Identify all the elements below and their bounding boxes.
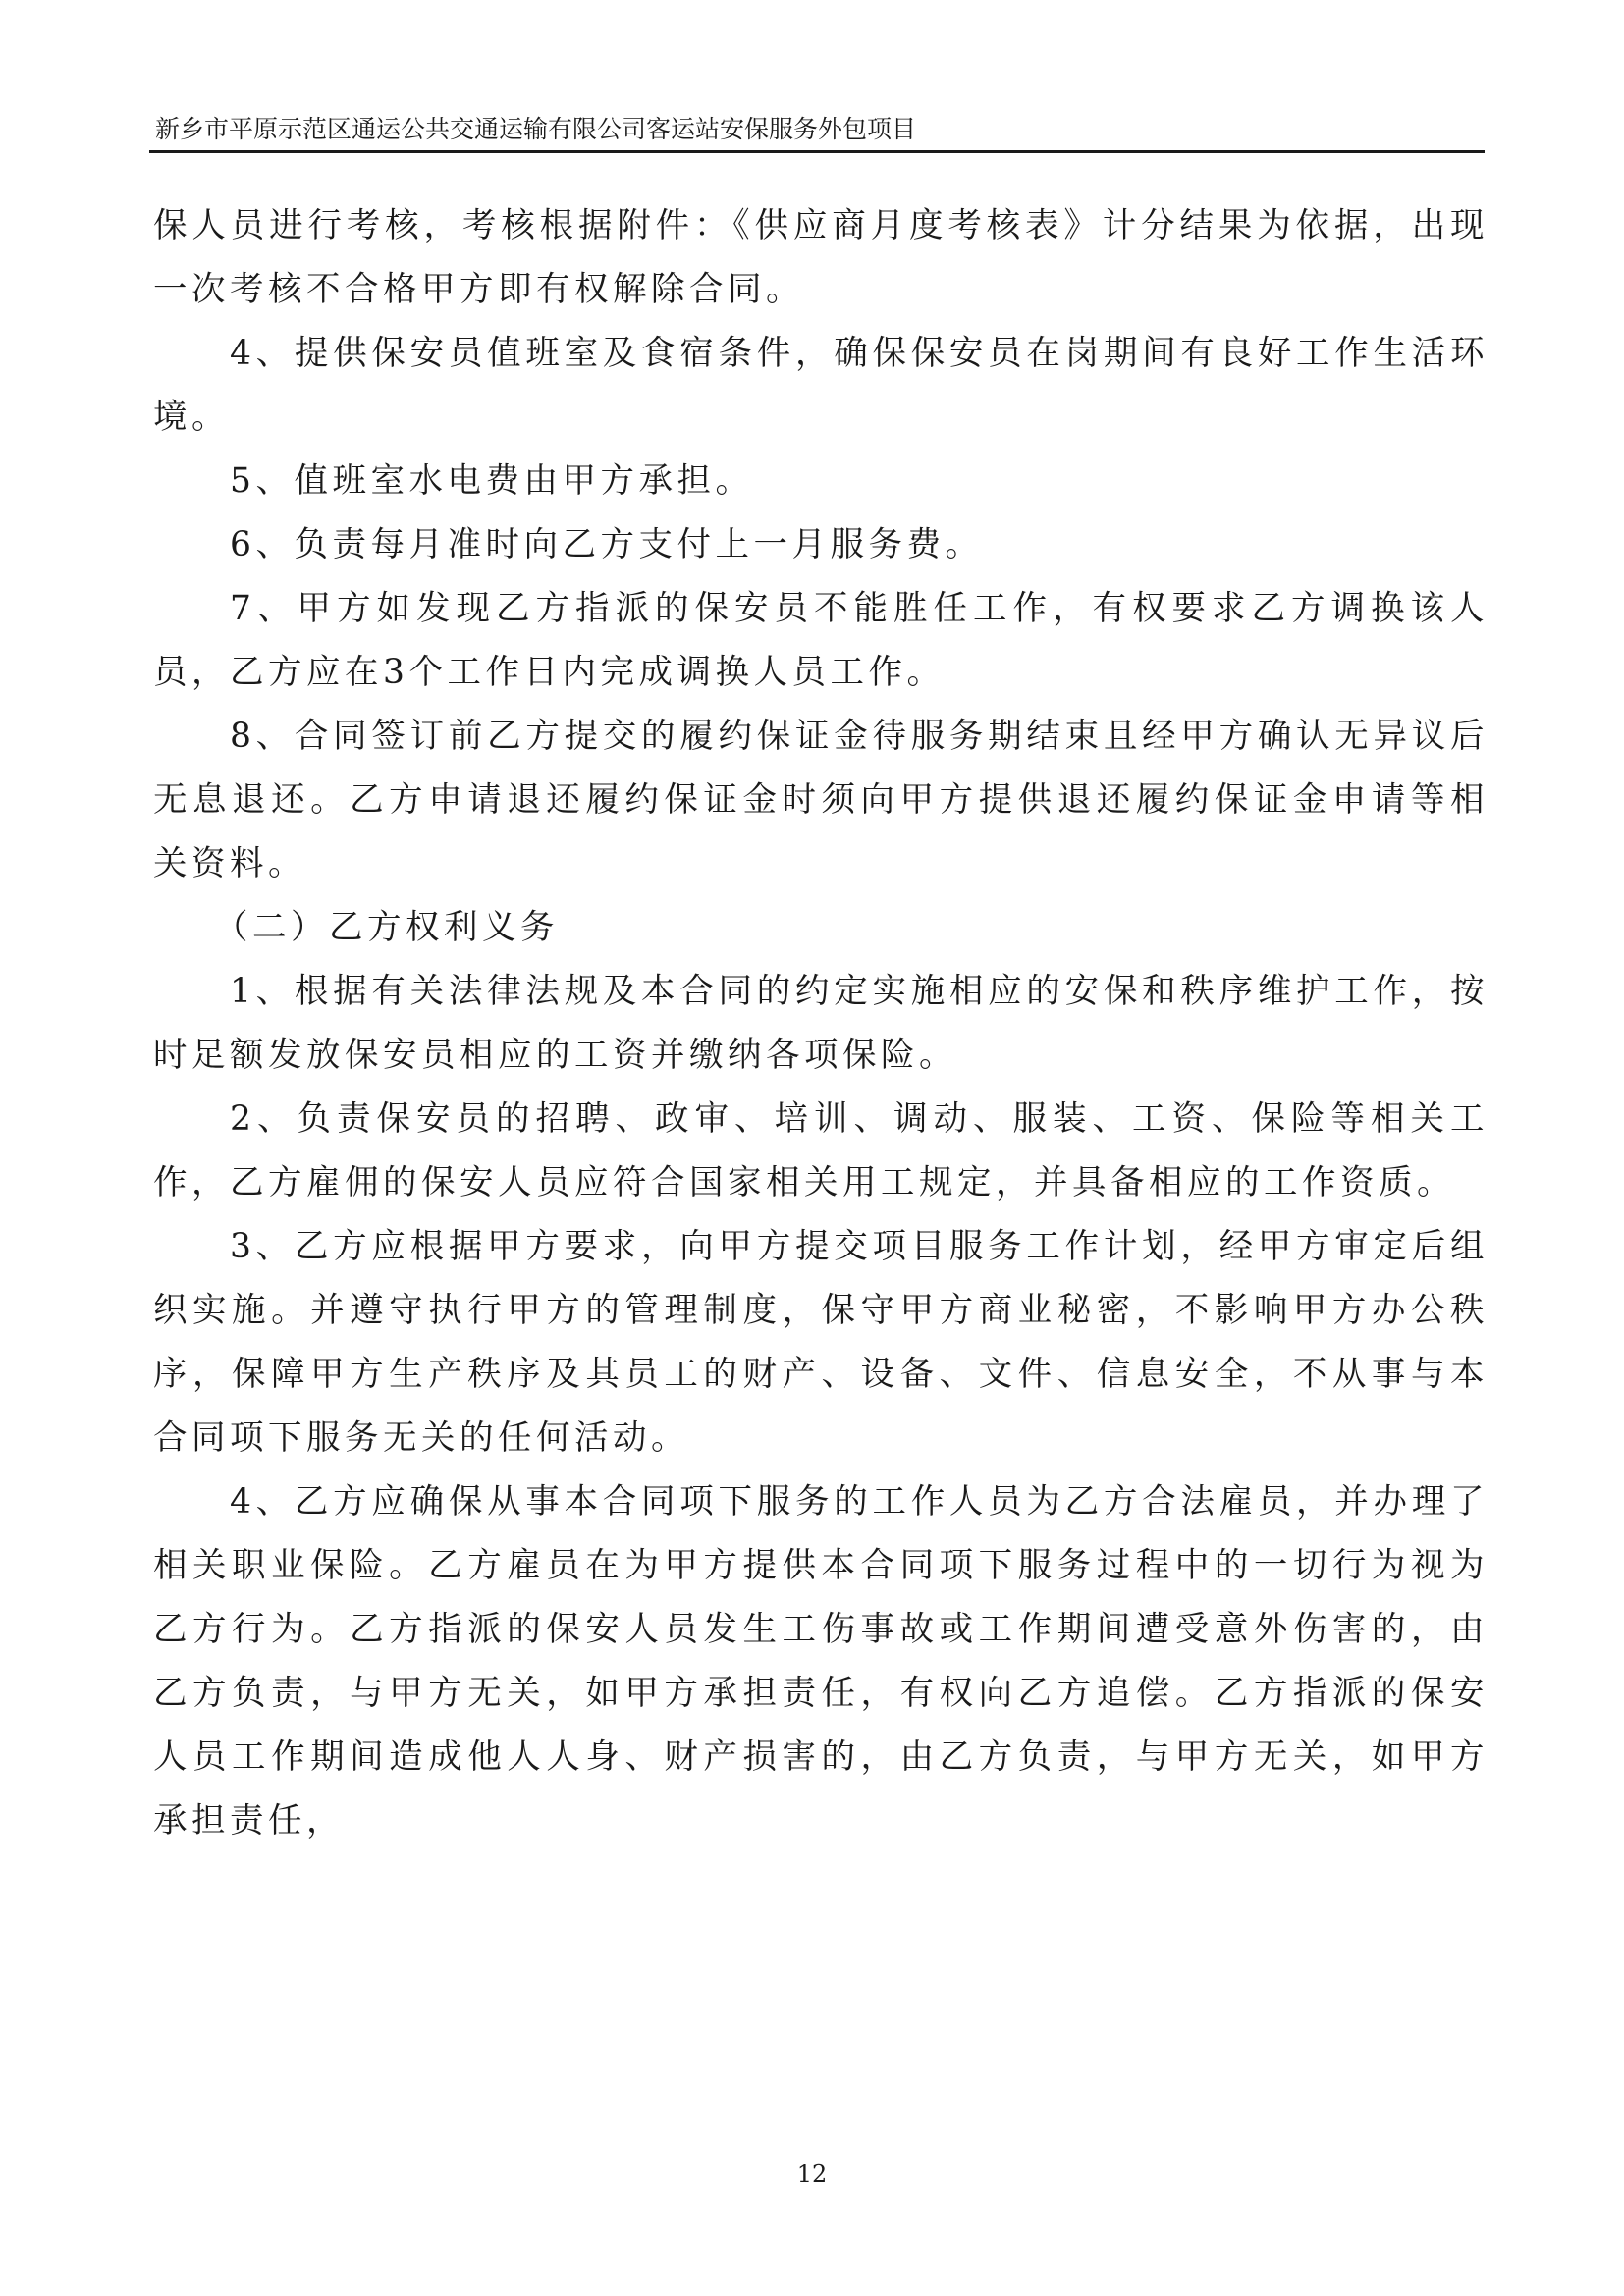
paragraph-item-5: 5、值班室水电费由甲方承担。 xyxy=(230,461,754,501)
paragraph-item-8: 8、合同签订前乙方提交的履约保证金待服务期结束且经甲方确认无异议后无息退还。乙方申请退还履约保证金时须向甲方提供退还履约保证金申请等相关资料。 xyxy=(153,717,1489,883)
paragraph-b-item-4: 4、乙方应确保从事本合同项下服务的工作人员为乙方合法雇员，并办理了相关职业保险。乙方雇员在为甲方提供本合同项下服务过程中的一切行为视为乙方行为。乙方指派的保安人员发生工伤事故或工作期间遭受意外伤害的，由乙方负责，与甲方无关，如甲方承担责任，有权向乙方追偿。乙方指派的保安人员工作期间造成他人人身、财产损害的，由乙方负责，与甲方无关，如甲方承担责任， xyxy=(153,1482,1489,1841)
page-footer xyxy=(0,2160,1624,2189)
header-title: 新乡市平原示范区通运公共交通运输有限公司客运站安保服务外包项目 xyxy=(155,115,917,143)
paragraph-b-item-1: 1、根据有关法律法规及本合同的约定实施相应的安保和秩序维护工作，按时足额发放保安员相应的工资并缴纳各项保险。 xyxy=(153,972,1489,1075)
paragraph-b-item-3: 3、乙方应根据甲方要求，向甲方提交项目服务工作计划，经甲方审定后组织实施。并遵守执行甲方的管理制度，保守甲方商业秘密，不影响甲方办公秩序，保障甲方生产秩序及其员工的财产、设备、文件、信息安全，不从事与本合同项下服务无关的任何活动。 xyxy=(153,1227,1489,1458)
paragraph-item-4: 4、提供保安员值班室及食宿条件，确保保安员在岗期间有良好工作生活环境。 xyxy=(153,334,1489,437)
paragraph-continuation: 保人员进行考核，考核根据附件：《供应商月度考核表》计分结果为依据，出现一次考核不合格甲方即有权解除合同。 xyxy=(153,206,1489,309)
paragraph-b-item-2: 2、负责保安员的招聘、政审、培训、调动、服装、工资、保险等相关工作，乙方雇佣的保安人员应符合国家相关用工规定，并具备相应的工作资质。 xyxy=(153,1099,1489,1202)
page-header xyxy=(149,110,1485,153)
paragraph-item-7: 7、甲方如发现乙方指派的保安员不能胜任工作，有权要求乙方调换该人员，乙方应在3个工作日内完成调换人员工作。 xyxy=(153,589,1489,692)
document-body xyxy=(153,194,1489,1853)
section-heading: （二）乙方权利义务 xyxy=(214,908,559,947)
page-number: 12 xyxy=(796,2161,828,2188)
paragraph-item-6: 6、负责每月准时向乙方支付上一月服务费。 xyxy=(230,525,984,564)
